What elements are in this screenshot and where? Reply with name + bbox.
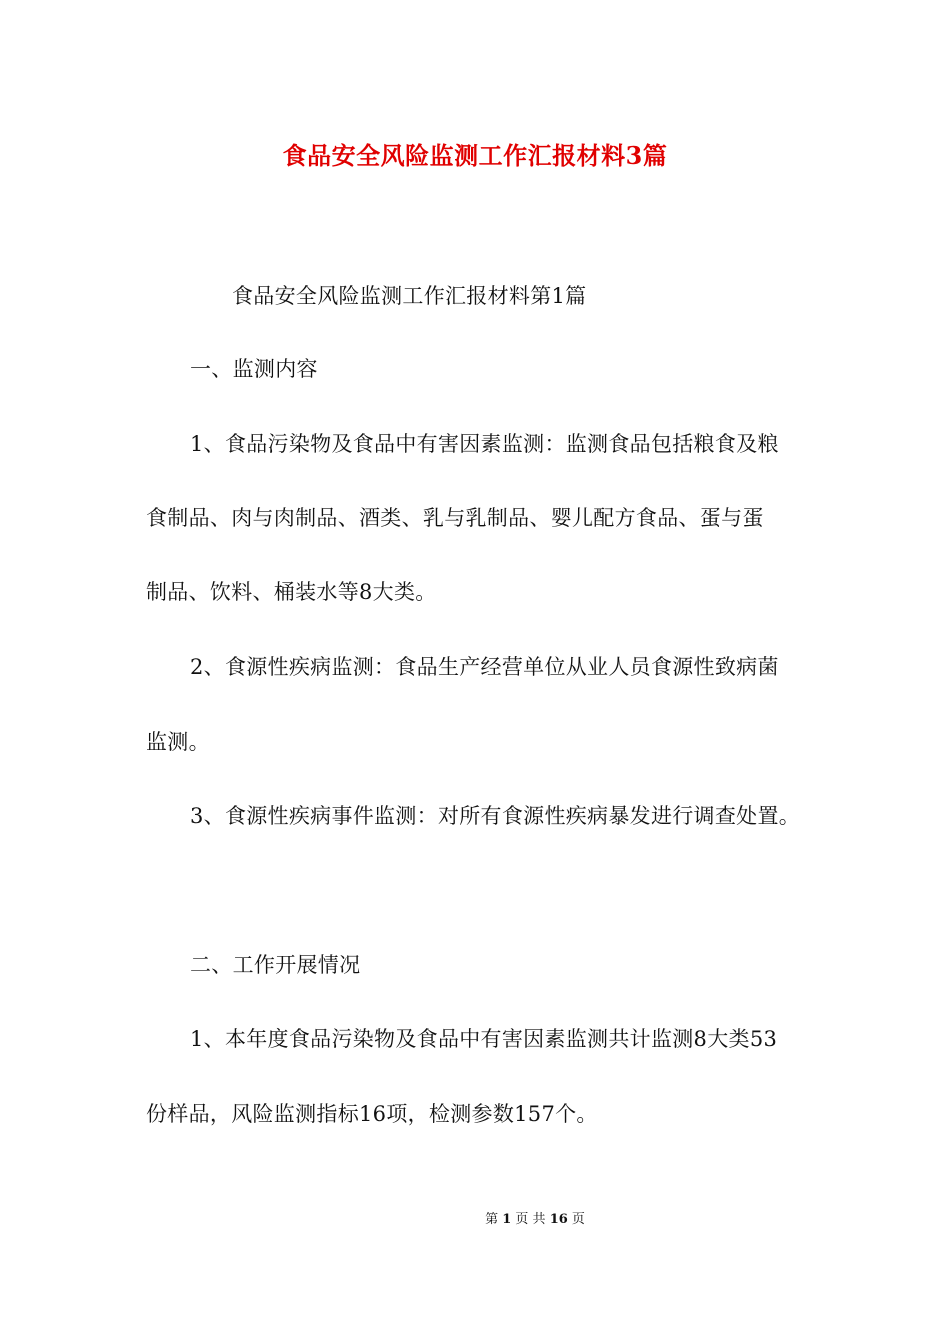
footer-middle: 页 共 [515,1212,546,1227]
document-title: 食品安全风险监测工作汇报材料3篇 [282,141,668,170]
section-heading-work-progress: 二、工作开展情况 [190,953,361,977]
paragraph-line: 监测。 [146,730,210,754]
paragraph-line: 1、食品污染物及食品中有害因素监测：监测食品包括粮食及粮 [190,432,779,456]
paragraph-line: 1、本年度食品污染物及食品中有害因素监测共计监测8大类53 [190,1027,778,1051]
footer-suffix: 页 [571,1212,585,1227]
footer-prefix: 第 [485,1212,499,1227]
paragraph-line: 制品、饮料、桶装水等8大类。 [146,580,437,604]
paragraph-line: 2、食源性疾病监测：食品生产经营单位从业人员食源性致病菌 [190,655,779,679]
current-page-number: 1 [502,1212,512,1227]
page-footer [0,1208,950,1227]
total-pages-number: 16 [549,1212,568,1227]
paragraph-line: 3、食源性疾病事件监测：对所有食源性疾病暴发进行调查处置。 [190,804,801,828]
section-heading-monitoring-content: 一、监测内容 [190,357,318,381]
section-heading-part-1: 食品安全风险监测工作汇报材料第1篇 [232,284,587,308]
paragraph-line: 份样品，风险监测指标16项，检测参数157个。 [146,1102,598,1126]
paragraph-line: 食制品、肉与肉制品、酒类、乳与乳制品、婴儿配方食品、蛋与蛋 [146,506,764,530]
